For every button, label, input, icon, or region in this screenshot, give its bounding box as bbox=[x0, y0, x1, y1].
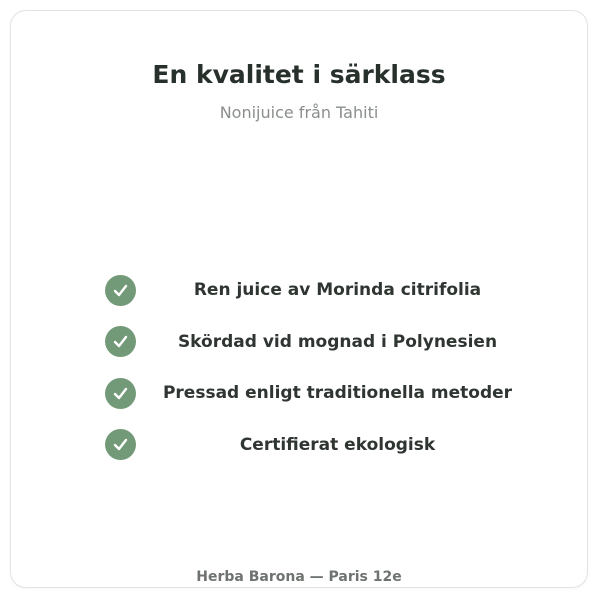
feature-label: Pressad enligt traditionella metoder bbox=[162, 383, 513, 403]
feature-item bbox=[105, 377, 525, 409]
page-title: En kvalitet i särklass bbox=[152, 60, 446, 89]
check-circle-icon bbox=[105, 429, 136, 460]
feature-label: Skördad vid mognad i Polynesien bbox=[177, 331, 498, 352]
feature-item bbox=[105, 429, 525, 461]
page-subtitle: Nonijuice från Tahiti bbox=[219, 103, 379, 122]
feature-item bbox=[105, 274, 525, 306]
feature-item bbox=[105, 326, 525, 358]
footer-text: Herba Barona — Paris 12e bbox=[196, 569, 402, 585]
check-circle-icon bbox=[105, 275, 136, 306]
feature-list bbox=[105, 274, 525, 480]
product-card bbox=[10, 10, 588, 588]
check-circle-icon bbox=[105, 378, 136, 409]
check-circle-icon bbox=[105, 326, 136, 357]
feature-label: Certifierat ekologisk bbox=[239, 434, 436, 455]
feature-label: Ren juice av Morinda citrifolia bbox=[193, 280, 482, 300]
